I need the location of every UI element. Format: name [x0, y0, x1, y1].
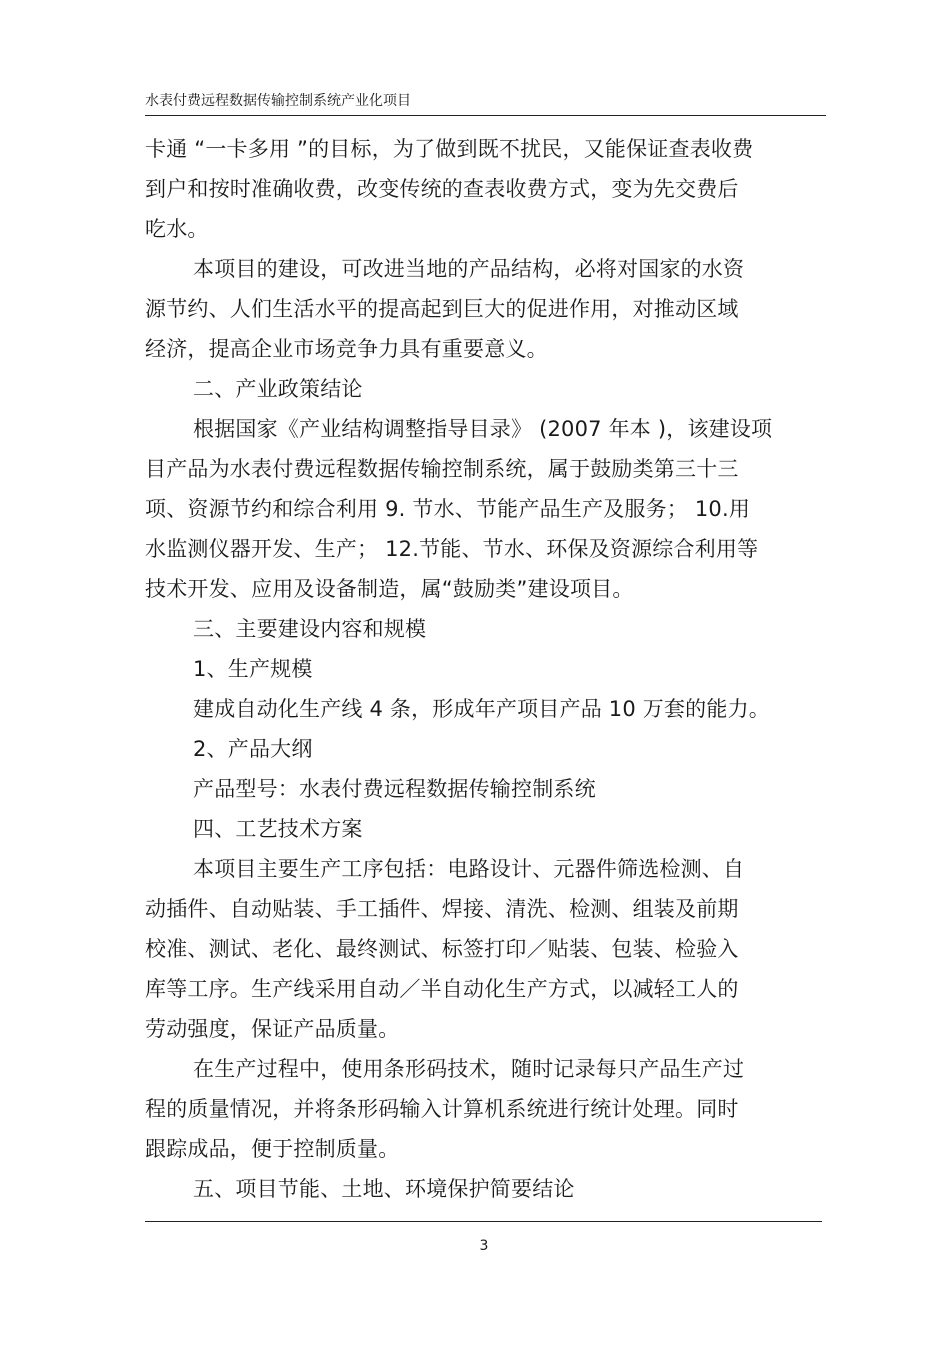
paragraph-start: 本项目主要生产工序包括：电路设计、元器件筛选检测、自 — [193, 857, 745, 881]
text-line: 吃水。 — [145, 217, 209, 241]
text-line: 劳动强度，保证产品质量。 — [145, 1017, 400, 1041]
header-divider — [145, 115, 826, 116]
text-line: 卡通 “一卡多用 ”的目标，为了做到既不扰民，又能保证查表收费 — [145, 137, 754, 161]
paragraph-start: 根据国家《产业结构调整指导目录》 (2007 年本 )，该建设项 — [193, 417, 773, 441]
text-line: 水监测仪器开发、生产； 12.节能、节水、环保及资源综合利用等 — [145, 537, 759, 561]
paragraph-start: 建成自动化生产线 4 条，形成年产项目产品 10 万套的能力。 — [193, 697, 770, 721]
text-line: 源节约、人们生活水平的提高起到巨大的促进作用，对推动区域 — [145, 297, 739, 321]
text-line: 目产品为水表付费远程数据传输控制系统，属于鼓励类第三十三 — [145, 457, 739, 481]
section-heading: 五、项目节能、土地、环境保护简要结论 — [193, 1177, 575, 1201]
text-line: 动插件、自动贴装、手工插件、焊接、清洗、检测、组装及前期 — [145, 897, 739, 921]
text-line: 经济，提高企业市场竞争力具有重要意义。 — [145, 337, 548, 361]
section-heading: 二、产业政策结论 — [193, 377, 363, 401]
text-line: 程的质量情况，并将条形码输入计算机系统进行统计处理。同时 — [145, 1097, 739, 1121]
page-number: 3 — [479, 1238, 489, 1254]
text-line: 项、资源节约和综合利用 9. 节水、节能产品生产及服务； 10.用 — [145, 497, 751, 521]
section-heading: 三、主要建设内容和规模 — [193, 617, 427, 641]
header-title: 水表付费远程数据传输控制系统产业化项目 — [145, 93, 411, 109]
text-line: 技术开发、应用及设备制造，属“鼓励类”建设项目。 — [145, 577, 634, 601]
text-line: 到户和按时准确收费，改变传统的查表收费方式，变为先交费后 — [145, 177, 739, 201]
paragraph-start: 本项目的建设，可改进当地的产品结构，必将对国家的水资 — [193, 257, 745, 281]
paragraph-start: 产品型号：水表付费远程数据传输控制系统 — [193, 777, 596, 801]
footer-divider — [145, 1221, 822, 1222]
section-heading: 四、工艺技术方案 — [193, 817, 363, 841]
text-line: 库等工序。生产线采用自动／半自动化生产方式，以减轻工人的 — [145, 977, 739, 1001]
subsection-heading: 2、产品大纲 — [193, 737, 313, 761]
paragraph-start: 在生产过程中，使用条形码技术，随时记录每只产品生产过 — [193, 1057, 745, 1081]
text-line: 跟踪成品，便于控制质量。 — [145, 1137, 400, 1161]
subsection-heading: 1、生产规模 — [193, 657, 313, 681]
text-line: 校准、测试、老化、最终测试、标签打印／贴装、包装、检验入 — [145, 937, 739, 961]
